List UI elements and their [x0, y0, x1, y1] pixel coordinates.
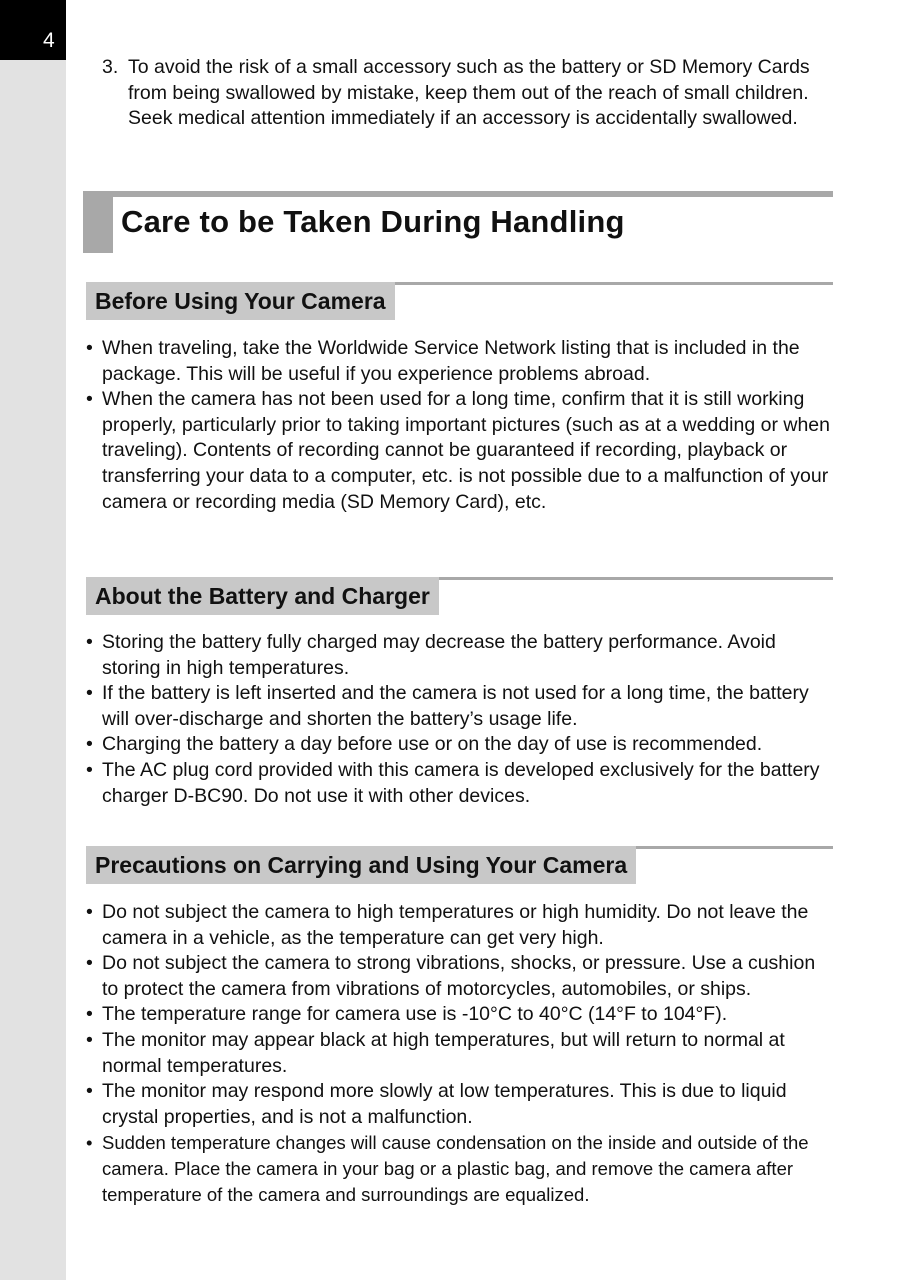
subsection-heading-precautions [86, 846, 833, 884]
left-margin-bar [0, 0, 66, 1280]
subsection-heading-before-using [86, 282, 833, 320]
bullet-list-precautions [86, 900, 836, 1207]
heading-marker-block [83, 191, 113, 253]
subsection-tag [86, 282, 395, 320]
item-text: To avoid the risk of a small accessory such as the battery or SD Memory Cards from being swallowed by mistake, keep them out of the reach of small children. Seek medical attention immediately if an accessory is accidentally swallowed. [128, 56, 810, 129]
list-item: • The temperature range for camera use is -10°C to 40°C (14°F to 104°F). [86, 1003, 728, 1026]
bullet-list-battery [86, 630, 836, 809]
subsection-title: Before Using Your Camera [95, 288, 386, 314]
list-item: • Do not subject the camera to strong vibrations, shocks, or pressure. Use a cushion to protect the camera from vibrations of motorcycles, automobiles, or ships. [86, 952, 816, 1000]
list-item: • The monitor may appear black at high temperatures, but will return to normal at normal temperatures. [86, 1028, 785, 1077]
item-number: 3. [102, 56, 119, 78]
list-item: • If the battery is left inserted and the camera is not used for a long time, the battery will over-discharge and shorten the battery’s usage life. [86, 682, 809, 730]
numbered-item-3 [102, 55, 842, 132]
subsection-tag [86, 846, 636, 884]
page-title: Care to be Taken During Handling [121, 204, 625, 239]
page-number-tab [0, 0, 66, 60]
main-section-heading [83, 191, 833, 253]
list-item: • Sudden temperature changes will cause condensation on the inside and outside of the camera. Place the camera in your bag or a plastic bag, and remove the camera after temperature of the camera and surroundings are equalized. [86, 1132, 809, 1205]
list-item: • Charging the battery a day before use or on the day of use is recommended. [86, 733, 763, 756]
subsection-heading-battery [86, 577, 833, 615]
list-item: • When the camera has not been used for a long time, confirm that it is still working properly, particularly prior to taking important pictures (such as at a wedding or when traveling). Contents of recording cannot be guaranteed if recording, playback or transferring your data to a computer, etc. is not possible due to a malfunction of your camera or recording media (SD Memory Card), etc. [86, 388, 830, 513]
list-item: • Do not subject the camera to high temperatures or high humidity. Do not leave the camera in a vehicle, as the temperature can get very high. [86, 901, 809, 949]
list-item: • The AC plug cord provided with this camera is developed exclusively for the battery charger D-BC90. Do not use it with other devices. [86, 758, 820, 807]
list-item: • Storing the battery fully charged may decrease the battery performance. Avoid storing in high temperatures. [86, 631, 776, 679]
list-item: • The monitor may respond more slowly at low temperatures. This is due to liquid crystal properties, and is not a malfunction. [86, 1080, 787, 1128]
page-number: 4 [43, 29, 55, 52]
subsection-title: About the Battery and Charger [95, 583, 430, 609]
heading-rule [83, 191, 833, 197]
subsection-tag [86, 577, 439, 615]
subsection-title: Precautions on Carrying and Using Your Camera [95, 852, 628, 878]
bullet-list-before-using [86, 336, 836, 515]
list-item: • When traveling, take the Worldwide Service Network listing that is included in the package. This will be useful if you experience problems abroad. [86, 337, 800, 385]
